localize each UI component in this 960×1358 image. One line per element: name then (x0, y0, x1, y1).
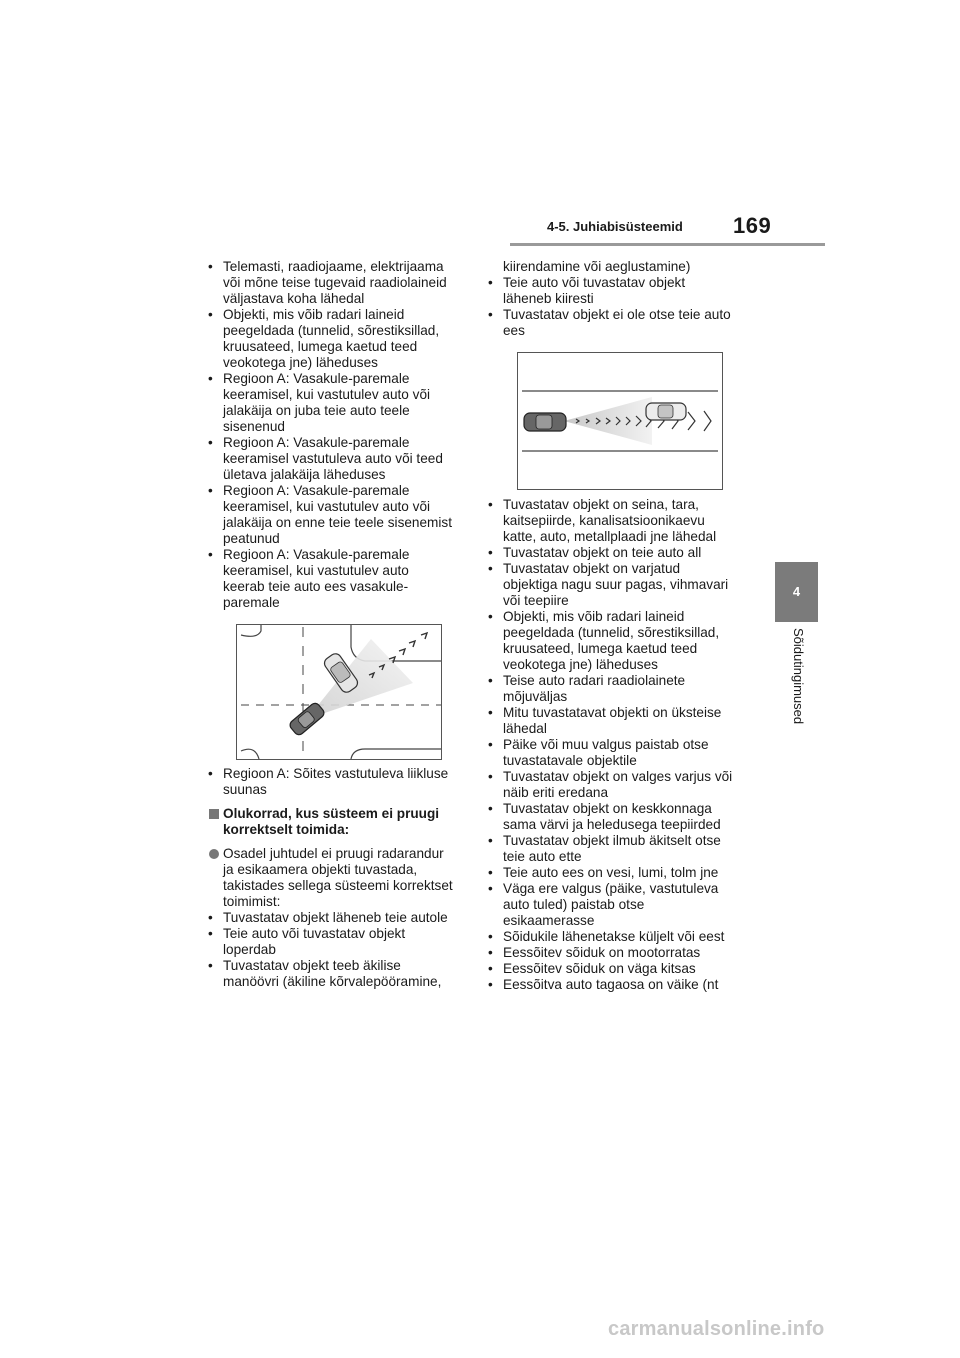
right-bullet-item (488, 865, 753, 881)
circle-paragraph-line-3: takistades sellega süsteemi korrektset (223, 878, 453, 893)
left-bullet-item-line: jalakäija on juba teie auto teele (223, 403, 410, 418)
right-bullet-item-line: teie auto ette (503, 849, 582, 864)
right-bullet-item (488, 705, 753, 737)
right-bullet-item-line: Tuvastatav objekt on teie auto all (503, 545, 702, 560)
bullet-icon: • (488, 865, 493, 880)
right-bullet-item-line: Eessõitev sõiduk on mootorratas (503, 945, 701, 960)
right-bullet-item-line: objektiga nagu suur pagas, vihmavari (503, 577, 729, 592)
subheading-line-1: Olukorrad, kus süsteem ei pruugi (223, 806, 440, 821)
chapter-label-text: Sõidutingimused (791, 628, 806, 725)
lane-figure (517, 352, 723, 490)
bullet-icon: • (488, 737, 493, 752)
right-bullet-item-line: ees (503, 323, 525, 338)
right-bullet-item-line: Teise auto radari raadiolainete (503, 673, 686, 688)
intersection-illustration (237, 625, 441, 759)
right-bullet-item (488, 609, 753, 673)
right-bullet-item (488, 497, 753, 545)
left-bullet-item-line: Tuvastatav objekt teeb äkilise (223, 958, 401, 973)
left-bullet-list-top (208, 259, 470, 611)
left-bullet-item (208, 483, 470, 547)
bullet-icon: • (208, 307, 213, 322)
right-bullet-item-line: auto tuled) paistab otse (503, 897, 645, 912)
right-bullet-item-line: Tuvastatav objekt ei ole otse teie auto (503, 307, 731, 322)
chapter-label (786, 628, 806, 748)
square-bullet-icon (209, 809, 219, 819)
left-bullet-item (208, 259, 470, 307)
right-bullet-item-line: Päike või muu valgus paistab otse (503, 737, 709, 752)
circle-paragraph-line-4: toimimist: (223, 894, 281, 909)
right-bullet-item-line: Tuvastatav objekt ilmub äkitselt otse (503, 833, 721, 848)
left-bullet-item-line: peegeldada (tunnelid, sõrestiksillad, (223, 323, 440, 338)
left-bullet-item (208, 547, 470, 611)
left-bullet-item-line: paremale (223, 595, 280, 610)
bullet-icon: • (488, 929, 493, 944)
bullet-icon: • (488, 307, 493, 322)
right-bullet-item-line: Objekti, mis võib radari laineid (503, 609, 685, 624)
right-bullet-item (488, 945, 753, 961)
left-bullet-item-line: Telemasti, raadiojaame, elektrijaama (223, 259, 444, 274)
bullet-icon: • (488, 673, 493, 688)
left-bullet-item-line: keeramisel, kui vastutulev auto või (223, 499, 431, 514)
left-bullet-item-line: Tuvastatav objekt läheneb teie autole (223, 910, 448, 925)
bullet-icon: • (488, 561, 493, 576)
right-bullet-item-line: Tuvastatav objekt on seina, tara, (503, 497, 699, 512)
left-bullet-item (208, 435, 470, 483)
bullet-icon: • (488, 977, 493, 992)
left-bullet-item-line: Regioon A: Sõites vastutuleva liikluse (223, 766, 449, 781)
right-bullet-item-line: kaitsepiirde, kanalisatsioonikaevu (503, 513, 705, 528)
left-column (208, 259, 470, 990)
right-bullet-list-bottom (488, 497, 753, 993)
left-bullet-item-line: keeramisel, kui vastutulev auto (223, 563, 409, 578)
right-bullet-item (488, 833, 753, 865)
subheading-line-2: korrektselt toimida: (223, 822, 350, 837)
bullet-icon: • (488, 881, 493, 896)
right-bullet-item (488, 307, 753, 339)
bullet-icon: • (208, 259, 213, 274)
right-bullet-item (488, 673, 753, 705)
right-bullet-item (488, 977, 753, 993)
bullet-icon: • (488, 961, 493, 976)
circle-paragraph-line-1: Osadel juhtudel ei pruugi radarandur (223, 846, 444, 861)
left-bullet-item-line: kruusateed, lumega kaetud teed (223, 339, 418, 354)
right-bullet-item-line: peegeldada (tunnelid, sõrestiksillad, (503, 625, 720, 640)
left-bullet-item-line: Regioon A: Vasakule-paremale (223, 371, 410, 386)
bullet-icon: • (208, 371, 213, 386)
left-bullet-item (208, 926, 470, 958)
right-bullet-item (488, 929, 753, 945)
bullet-icon: • (208, 766, 213, 781)
bullet-icon: • (208, 547, 213, 562)
right-bullet-item-line: Eessõitev sõiduk on väga kitsas (503, 961, 696, 976)
page-number: 169 (733, 213, 772, 238)
left-bullet-item-line: suunas (223, 782, 267, 797)
bullet-icon: • (488, 769, 493, 784)
right-bullet-item-line: kruusateed, lumega kaetud teed (503, 641, 698, 656)
left-bullet-item-line: loperdab (223, 942, 276, 957)
right-bullet-item-line: katte, auto, metallplaadi jne lähedal (503, 529, 717, 544)
left-bullet-item-line: Teie auto või tuvastatav objekt (223, 926, 406, 941)
header-divider (510, 243, 825, 246)
right-bullet-item-line: Väga ere valgus (päike, vastutuleva (503, 881, 719, 896)
right-bullet-item-line: näib eriti eredana (503, 785, 609, 800)
watermark-text: carmanualsonline.info (608, 1318, 825, 1340)
bullet-icon: • (208, 483, 213, 498)
left-bullet-item-line: manöövri (äkiline kõrvalepööramine, (223, 974, 442, 989)
bullet-icon: • (488, 609, 493, 624)
right-bullet-item-line: või teepiire (503, 593, 569, 608)
left-bullet-item-line: sisenenud (223, 419, 285, 434)
right-bullet-item-line: Tuvastatav objekt on varjatud (503, 561, 681, 576)
bullet-icon: • (208, 435, 213, 450)
right-bullet-item-line: lähedal (503, 721, 547, 736)
right-bullet-item (488, 801, 753, 833)
right-bullet-item (488, 769, 753, 801)
left-bullet-list-bottom (208, 910, 470, 990)
right-bullet-item-line: Mitu tuvastatavat objekti on üksteise (503, 705, 722, 720)
right-bullet-item-line: Tuvastatav objekt on keskkonnaga (503, 801, 712, 816)
chapter-tab[interactable] (775, 562, 818, 622)
left-bullet-item-line: Regioon A: Vasakule-paremale (223, 483, 410, 498)
bullet-icon: • (488, 833, 493, 848)
section-title: 4-5. Juhiabisüsteemid (547, 219, 683, 234)
left-bullet-item-line: jalakäija on enne teie teele sisenemist (223, 515, 452, 530)
left-bullet-item-line: või mõne teise tugevaid raadiolaineid (223, 275, 447, 290)
right-bullet-item-line: Teie auto ees on vesi, lumi, tolm jne (503, 865, 719, 880)
left-bullet-item-line: Regioon A: Vasakule-paremale (223, 435, 410, 450)
bullet-icon: • (488, 945, 493, 960)
left-bullet-item-line: ületava jalakäija läheduses (223, 467, 386, 482)
right-bullet-item-line: läheneb kiiresti (503, 291, 594, 306)
right-bullet-item (488, 737, 753, 769)
left-bullet-after-figure (208, 766, 470, 798)
circle-paragraph (208, 846, 470, 910)
bullet-icon: • (488, 705, 493, 720)
right-bullet-item-line: sama värvi ja heledusega teepiirded (503, 817, 721, 832)
bullet-icon: • (208, 958, 213, 973)
left-bullet-item-line: väljastava koha lähedal (223, 291, 365, 306)
section-subheading (208, 806, 470, 838)
left-bullet-item (208, 371, 470, 435)
right-column (488, 259, 753, 993)
left-bullet-item (208, 910, 470, 926)
right-bullet-list-top (488, 275, 753, 339)
circle-bullet-icon (209, 849, 219, 859)
right-bullet-item-line: Eessõitva auto tagaosa on väike (nt (503, 977, 719, 992)
left-bullet-item (208, 958, 470, 990)
left-bullet-item-line: keeramisel, kui vastutulev auto või (223, 387, 431, 402)
left-bullet-item (208, 307, 470, 371)
left-bullet-item-line: keerab teie auto ees vasakule- (223, 579, 409, 594)
right-bullet-item (488, 881, 753, 929)
circle-paragraph-line-2: ja esikaamera objekti tuvastada, (223, 862, 418, 877)
right-bullet-item (488, 961, 753, 977)
left-bullet-item (208, 766, 470, 798)
bullet-icon: • (488, 497, 493, 512)
right-bullet-item-line: esikaamerasse (503, 913, 595, 928)
bullet-icon: • (208, 926, 213, 941)
right-bullet-item-line: mõjuväljas (503, 689, 568, 704)
left-bullet-item-line: keeramisel vastutuleva auto või teed (223, 451, 443, 466)
lane-illustration (518, 353, 722, 489)
bullet-icon: • (488, 801, 493, 816)
right-bullet-item (488, 275, 753, 307)
continuation-text: kiirendamine või aeglustamine) (503, 259, 691, 274)
right-bullet-item-line: Teie auto või tuvastatav objekt (503, 275, 686, 290)
intersection-figure (236, 624, 442, 760)
right-bullet-item-line: tuvastatavale objektile (503, 753, 637, 768)
right-bullet-item-line: Tuvastatav objekt on valges varjus või (503, 769, 733, 784)
left-bullet-item-line: peatunud (223, 531, 280, 546)
bullet-icon: • (488, 545, 493, 560)
bullet-icon: • (488, 275, 493, 290)
bullet-icon: • (208, 910, 213, 925)
right-bullet-item (488, 561, 753, 609)
right-bullet-item (488, 545, 753, 561)
left-bullet-item-line: Objekti, mis võib radari laineid (223, 307, 405, 322)
chapter-number: 4 (792, 584, 801, 599)
left-bullet-item-line: Regioon A: Vasakule-paremale (223, 547, 410, 562)
right-bullet-item-line: veokotega jne) läheduses (503, 657, 658, 672)
right-bullet-item-line: Sõidukile lähenetakse küljelt või eest (503, 929, 725, 944)
left-bullet-item-line: veokotega jne) läheduses (223, 355, 378, 370)
